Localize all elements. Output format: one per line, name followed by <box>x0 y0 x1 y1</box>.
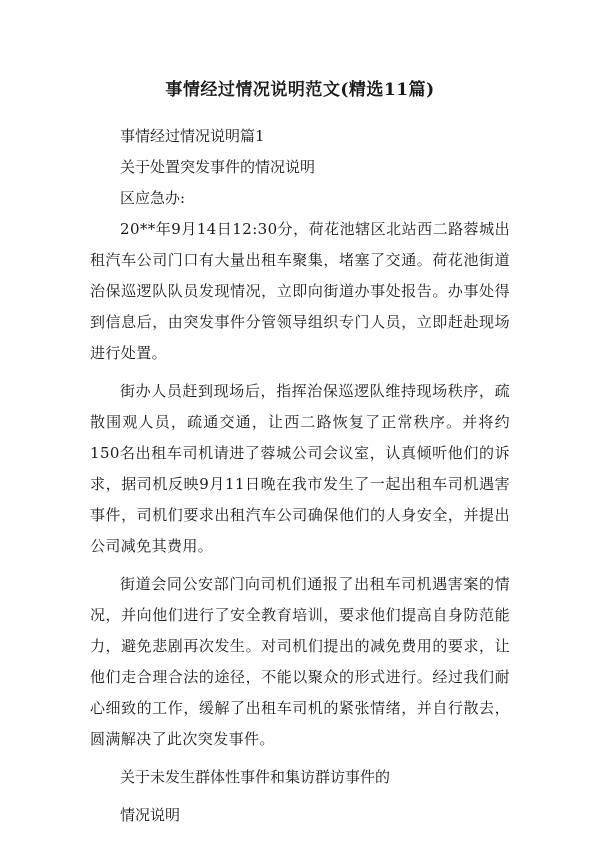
notice-title: 关于处置突发事件的情况说明 <box>120 158 316 176</box>
addressee: 区应急办: <box>120 189 186 207</box>
body-paragraph-1: 20**年9月14日12:30分，荷花池辖区北站西二路蓉城出租汽车公司门口有大量出租车聚集，堵塞了交通。荷花池街道治保巡逻队队员发现情况，立即向街道办事处报告。办事处得到信息后，由突发事件分管领导组织专门人员，立即赶赴现场进行处置。 <box>90 220 510 362</box>
document-title: 事情经过情况说明范文(精选11篇) <box>165 80 435 100</box>
document-body <box>90 121 510 831</box>
body-paragraph-3: 街道会同公安部门向司机们通报了出租车司机遇害案的情况，并向他们进行了安全教育培训，要求他们提高自身防范能力，避免悲剧再次发生。对司机们提出的减免费用的要求，让他们走合理合法的途径，不能以聚众的形式进行。经过我们耐心细致的工作，缓解了出租车司机的紧张情绪，并自行散去，圆满解决了此次突发事件。 <box>90 575 510 748</box>
section-heading: 事情经过情况说明篇1 <box>120 127 265 145</box>
body-paragraph-2: 街办人员赶到现场后，指挥治保巡逻队维持现场秩序，疏散围观人员，疏通交通，让西二路恢复了正常秩序。并将约150名出租车司机请进了蓉城公司会议室，认真倾听他们的诉求，据司机反映9月11日晚在我市发生了一起出租车司机遇害事件，司机们要求出租汽车公司确保他们的人身安全，并提出公司减免其费用。 <box>90 382 510 555</box>
next-section-title-line-2: 情况说明 <box>120 806 181 824</box>
next-section-title-line-1: 关于未发生群体性事件和集访群访事件的 <box>120 768 391 786</box>
